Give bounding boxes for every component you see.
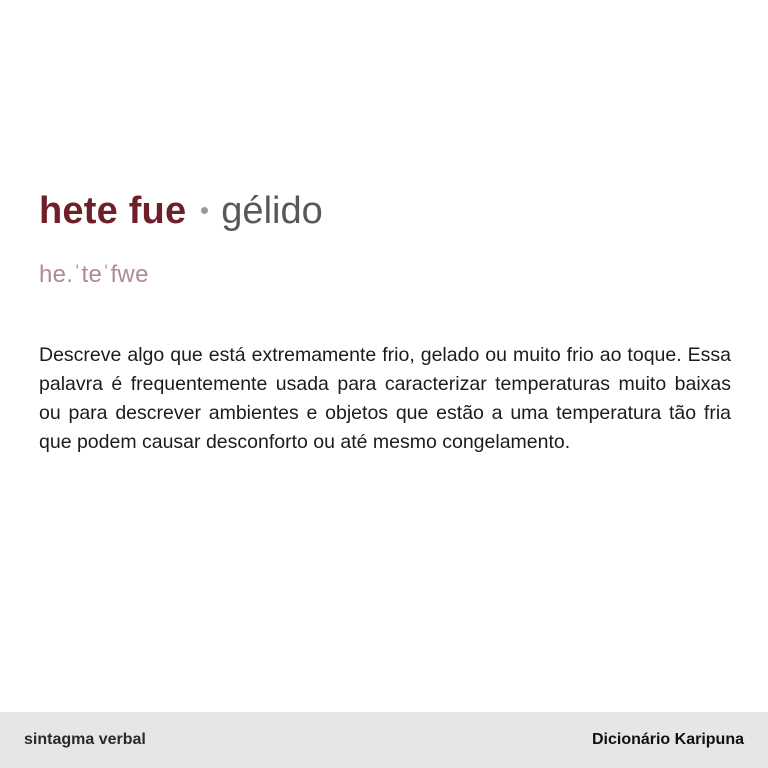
separator-dot-icon (201, 207, 208, 214)
footer-bar (0, 712, 768, 768)
pronunciation: he.ˈteˈfwe (39, 261, 149, 288)
translation: gélido (221, 190, 323, 232)
headword: hete fue (39, 190, 187, 232)
dictionary-source: Dicionário Karipuna (591, 731, 744, 748)
headword-line (39, 190, 731, 233)
grammatical-category: sintagma verbal (24, 731, 146, 748)
definition-text: Descreve algo que está extremamente frio, gelado ou muito frio ao toque. Essa palavra é frequentemente usada para caracterizar temperaturas muito baixas ou para descrever ambientes e objetos que estão a uma temperatura tão fria que podem causar desconforto ou até mesmo congelamento. (39, 344, 731, 453)
entry-content (39, 190, 731, 456)
